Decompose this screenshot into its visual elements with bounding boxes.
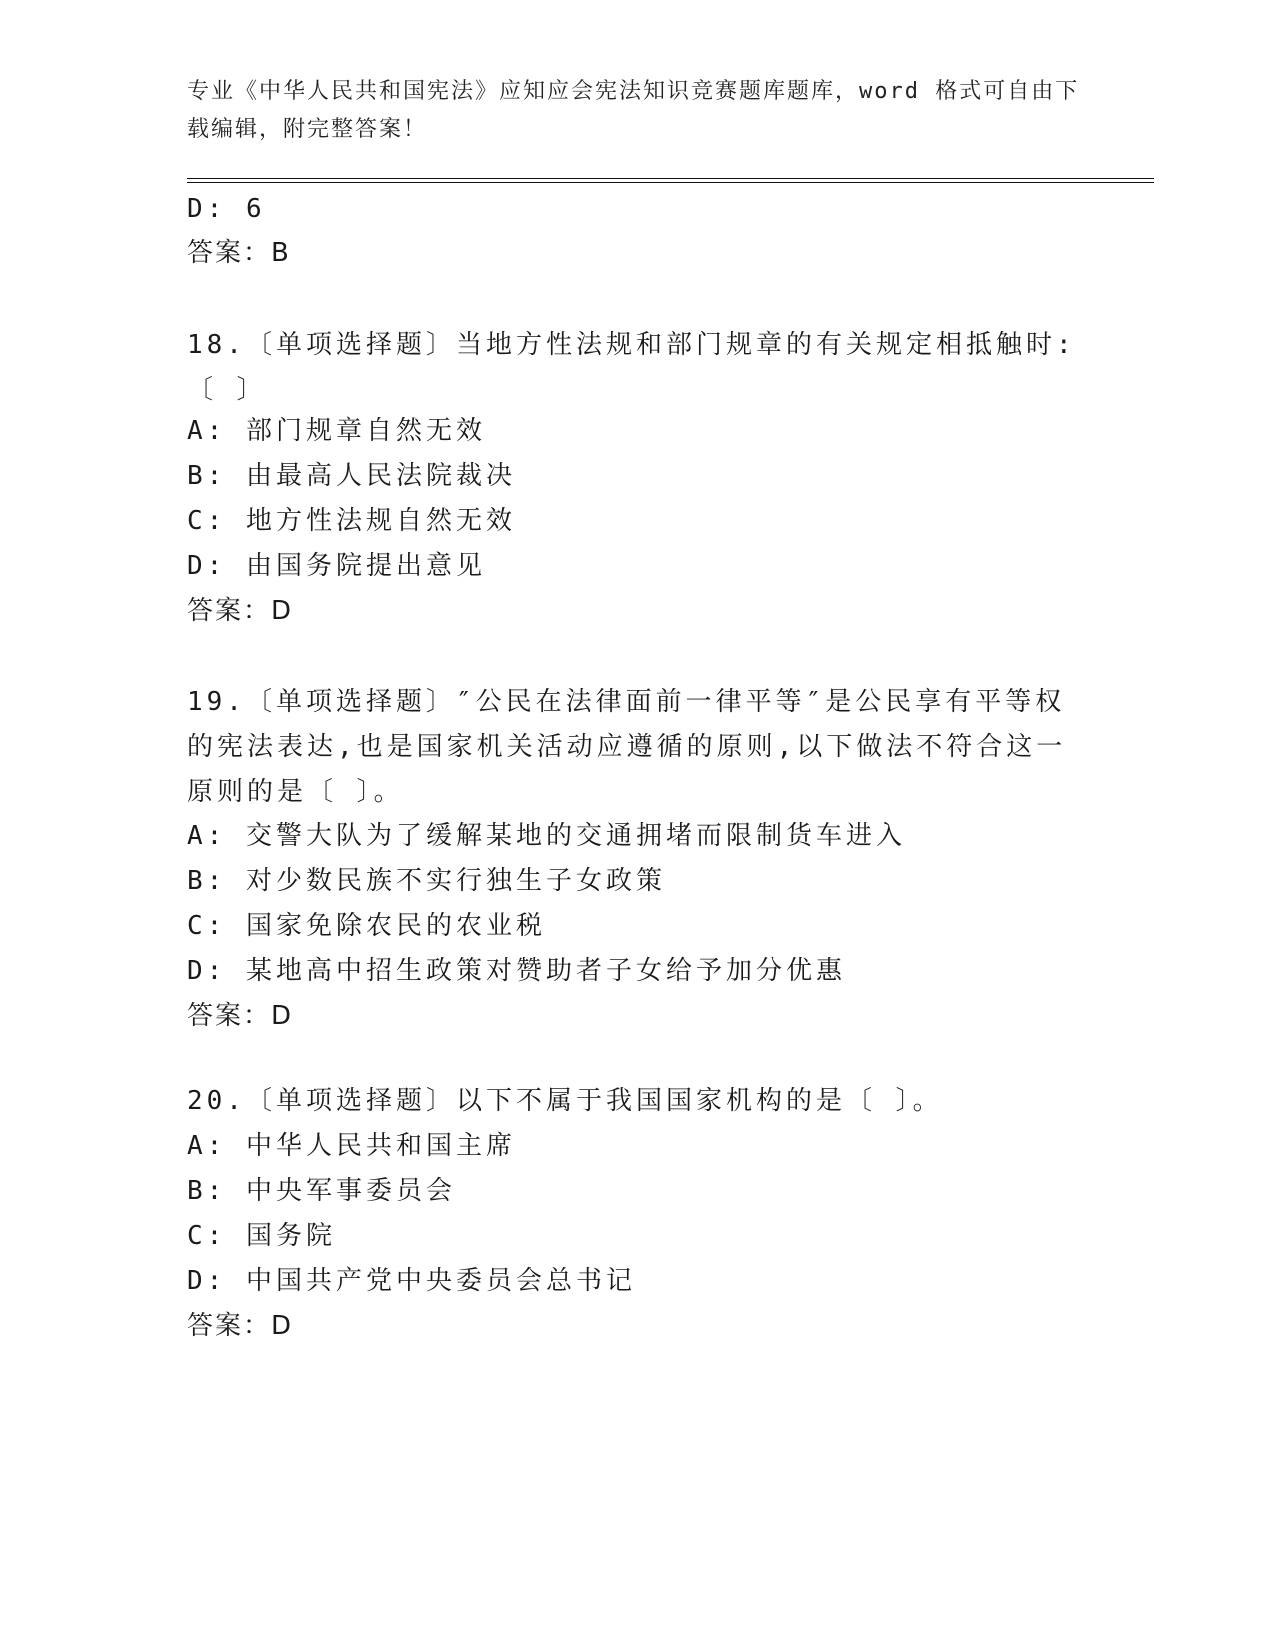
q18-answer: 答案：D	[187, 596, 294, 626]
q19-answer: 答案：D	[187, 1001, 294, 1031]
q19-stem: 19.〔单项选择题〕″公民在法律面前一律平等″是公民享有平等权的宪法表达,也是国家机关活动应遵循的原则,以下做法不符合这一原则的是〔 〕。	[187, 687, 1067, 807]
q19-option-c: C: 国家免除农民的农业税	[187, 911, 546, 941]
q18-option-b: B: 由最高人民法院裁决	[187, 461, 516, 491]
q20-option-d: D: 中国共产党中央委员会总书记	[187, 1266, 636, 1296]
q19-option-d: D: 某地高中招生政策对赞助者子女给予加分优惠	[187, 956, 846, 986]
q19-option-a: A: 交警大队为了缓解某地的交通拥堵而限制货车进入	[187, 821, 906, 851]
q18-option-d: D: 由国务院提出意见	[187, 551, 486, 581]
q20-stem: 20.〔单项选择题〕以下不属于我国国家机构的是〔 〕。	[187, 1086, 943, 1116]
header-rule-top	[187, 178, 1154, 179]
prev-answer: 答案：B	[187, 238, 291, 268]
q18-option-c: C: 地方性法规自然无效	[187, 506, 516, 536]
q19-option-b: B: 对少数民族不实行独生子女政策	[187, 866, 666, 896]
header-rule-bottom	[187, 182, 1154, 183]
prev-option-d: D: 6	[187, 194, 266, 224]
q20-answer: 答案：D	[187, 1311, 294, 1341]
q20-option-b: B: 中央军事委员会	[187, 1176, 456, 1206]
q18-option-a: A: 部门规章自然无效	[187, 416, 486, 446]
q20-option-a: A: 中华人民共和国主席	[187, 1131, 516, 1161]
q20-option-c: C: 国务院	[187, 1221, 336, 1251]
q18-stem: 18.〔单项选择题〕当地方性法规和部门规章的有关规定相抵触时:〔 〕	[187, 330, 1076, 405]
document-header: 专业《中华人民共和国宪法》应知应会宪法知识竞赛题库题库，word 格式可自由下载编辑，附完整答案！	[187, 79, 1080, 142]
